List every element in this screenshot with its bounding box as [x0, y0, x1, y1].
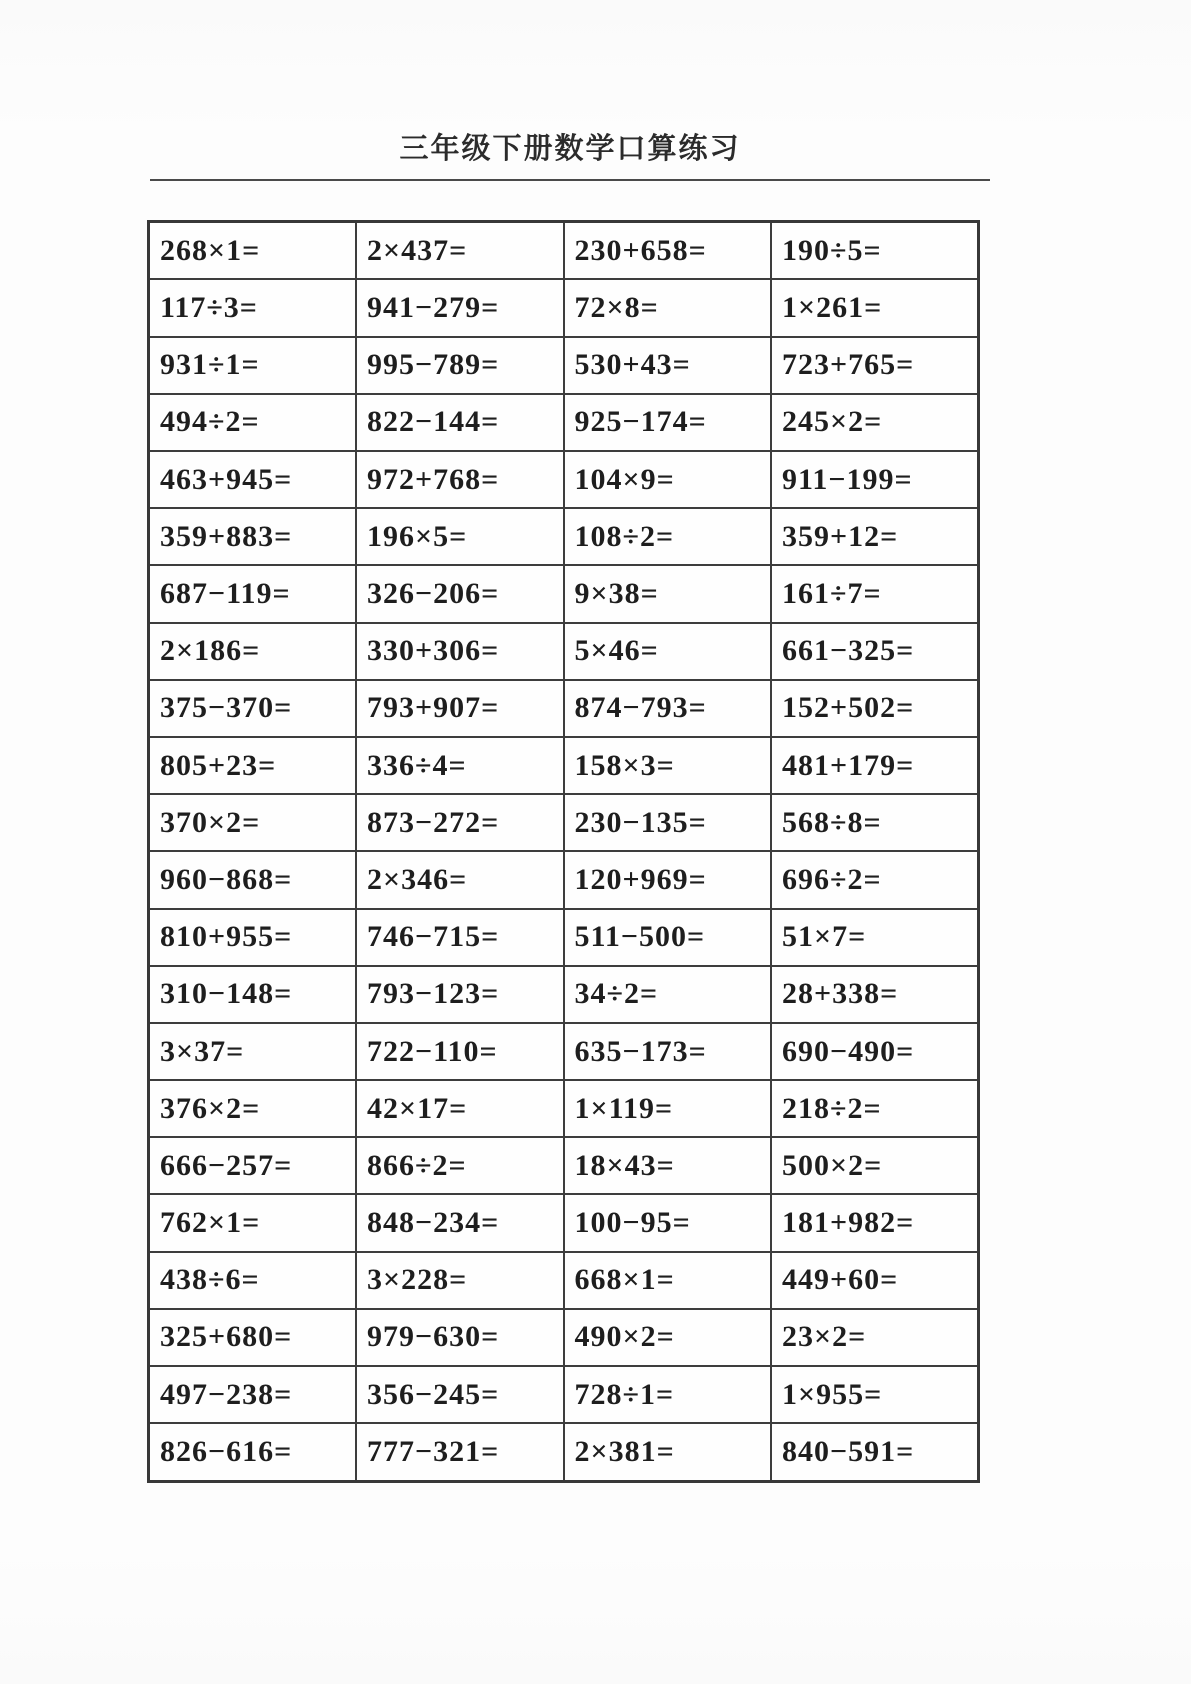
problem-cell: 181+982=	[771, 1194, 979, 1251]
problem-row	[149, 680, 979, 737]
problem-cell: 995−789=	[356, 337, 564, 394]
problem-cell: 635−173=	[564, 1023, 772, 1080]
problem-cell: 511−500=	[564, 909, 772, 966]
problem-cell: 218÷2=	[771, 1080, 979, 1137]
problem-cell: 722−110=	[356, 1023, 564, 1080]
page-title: 三年级下册数学口算练习	[399, 133, 741, 165]
problem-cell: 230+658=	[564, 222, 772, 280]
problem-cell: 463+945=	[149, 451, 357, 508]
problem-row	[149, 1366, 979, 1423]
problem-cell: 494÷2=	[149, 394, 357, 451]
problem-cell: 568÷8=	[771, 794, 979, 851]
problem-cell: 762×1=	[149, 1194, 357, 1251]
problem-cell: 874−793=	[564, 680, 772, 737]
problem-cell: 370×2=	[149, 794, 357, 851]
problem-row	[149, 337, 979, 394]
problem-cell: 848−234=	[356, 1194, 564, 1251]
problem-cell: 104×9=	[564, 451, 772, 508]
problem-row	[149, 1423, 979, 1481]
problem-cell: 810+955=	[149, 909, 357, 966]
problem-cell: 5×46=	[564, 623, 772, 680]
problem-cell: 310−148=	[149, 966, 357, 1023]
problem-cell: 28+338=	[771, 966, 979, 1023]
problem-cell: 690−490=	[771, 1023, 979, 1080]
problem-cell: 72×8=	[564, 279, 772, 336]
problem-cell: 325+680=	[149, 1309, 357, 1366]
problem-cell: 161÷7=	[771, 565, 979, 622]
problem-row	[149, 794, 979, 851]
problem-cell: 326−206=	[356, 565, 564, 622]
problem-cell: 18×43=	[564, 1137, 772, 1194]
problem-cell: 826−616=	[149, 1423, 357, 1481]
problem-cell: 120+969=	[564, 851, 772, 908]
problem-cell: 1×955=	[771, 1366, 979, 1423]
problem-row	[149, 1023, 979, 1080]
problem-cell: 2×437=	[356, 222, 564, 280]
problem-cell: 666−257=	[149, 1137, 357, 1194]
problem-cell: 530+43=	[564, 337, 772, 394]
problem-row	[149, 1309, 979, 1366]
problem-cell: 822−144=	[356, 394, 564, 451]
problem-cell: 117÷3=	[149, 279, 357, 336]
problem-cell: 972+768=	[356, 451, 564, 508]
problem-cell: 23×2=	[771, 1309, 979, 1366]
problem-cell: 777−321=	[356, 1423, 564, 1481]
problems-table-body	[149, 222, 979, 1482]
problem-cell: 42×17=	[356, 1080, 564, 1137]
problem-cell: 728÷1=	[564, 1366, 772, 1423]
problem-cell: 723+765=	[771, 337, 979, 394]
problem-cell: 449+60=	[771, 1252, 979, 1309]
problem-cell: 500×2=	[771, 1137, 979, 1194]
problem-row	[149, 966, 979, 1023]
problem-cell: 873−272=	[356, 794, 564, 851]
problem-cell: 2×381=	[564, 1423, 772, 1481]
problem-cell: 359+12=	[771, 508, 979, 565]
problem-cell: 1×261=	[771, 279, 979, 336]
problem-cell: 375−370=	[149, 680, 357, 737]
problem-cell: 330+306=	[356, 623, 564, 680]
problem-row	[149, 451, 979, 508]
problem-row	[149, 737, 979, 794]
problem-cell: 3×37=	[149, 1023, 357, 1080]
problem-cell: 2×346=	[356, 851, 564, 908]
problem-cell: 230−135=	[564, 794, 772, 851]
problem-row	[149, 1137, 979, 1194]
problem-cell: 840−591=	[771, 1423, 979, 1481]
problem-row	[149, 1080, 979, 1137]
problem-cell: 668×1=	[564, 1252, 772, 1309]
problem-row	[149, 909, 979, 966]
worksheet-header	[150, 126, 990, 181]
problem-row	[149, 851, 979, 908]
problem-cell: 866÷2=	[356, 1137, 564, 1194]
problem-cell: 687−119=	[149, 565, 357, 622]
problem-cell: 376×2=	[149, 1080, 357, 1137]
problem-cell: 960−868=	[149, 851, 357, 908]
problem-row	[149, 1252, 979, 1309]
problem-cell: 941−279=	[356, 279, 564, 336]
problem-row	[149, 565, 979, 622]
problem-row	[149, 279, 979, 336]
problem-cell: 911−199=	[771, 451, 979, 508]
problem-cell: 746−715=	[356, 909, 564, 966]
problem-cell: 481+179=	[771, 737, 979, 794]
problem-cell: 3×228=	[356, 1252, 564, 1309]
problem-cell: 190÷5=	[771, 222, 979, 280]
problem-cell: 793+907=	[356, 680, 564, 737]
problem-cell: 100−95=	[564, 1194, 772, 1251]
problem-cell: 793−123=	[356, 966, 564, 1023]
problem-row	[149, 623, 979, 680]
problem-cell: 931÷1=	[149, 337, 357, 394]
problem-cell: 268×1=	[149, 222, 357, 280]
problem-cell: 805+23=	[149, 737, 357, 794]
problem-cell: 1×119=	[564, 1080, 772, 1137]
problem-cell: 158×3=	[564, 737, 772, 794]
problem-cell: 9×38=	[564, 565, 772, 622]
problem-row	[149, 1194, 979, 1251]
problems-table	[147, 220, 980, 1483]
problem-row	[149, 394, 979, 451]
problem-cell: 497−238=	[149, 1366, 357, 1423]
problem-cell: 2×186=	[149, 623, 357, 680]
problem-cell: 356−245=	[356, 1366, 564, 1423]
problem-cell: 336÷4=	[356, 737, 564, 794]
problem-cell: 490×2=	[564, 1309, 772, 1366]
problem-cell: 438÷6=	[149, 1252, 357, 1309]
problem-cell: 51×7=	[771, 909, 979, 966]
problem-cell: 196×5=	[356, 508, 564, 565]
problem-cell: 152+502=	[771, 680, 979, 737]
problem-row	[149, 508, 979, 565]
problem-cell: 979−630=	[356, 1309, 564, 1366]
problem-row	[149, 222, 979, 280]
problem-cell: 34÷2=	[564, 966, 772, 1023]
problem-cell: 696÷2=	[771, 851, 979, 908]
problem-cell: 108÷2=	[564, 508, 772, 565]
problem-cell: 245×2=	[771, 394, 979, 451]
problem-cell: 359+883=	[149, 508, 357, 565]
problem-cell: 661−325=	[771, 623, 979, 680]
problem-cell: 925−174=	[564, 394, 772, 451]
